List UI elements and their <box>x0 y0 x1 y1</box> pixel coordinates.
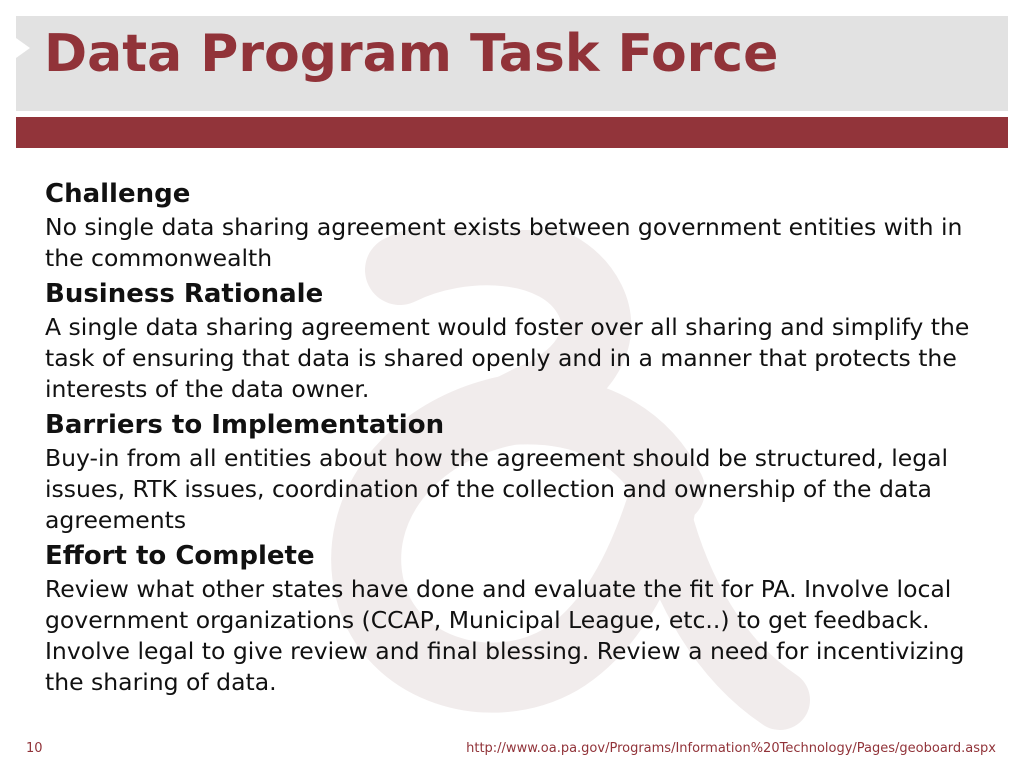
slide-content <box>45 176 995 700</box>
section-heading: Barriers to Implementation <box>45 410 445 440</box>
page-number: 10 <box>26 741 43 756</box>
section-body: No single data sharing agreement exists between government entities with in the commonwealth <box>45 213 963 272</box>
section-heading: Challenge <box>45 179 191 209</box>
section-body: Review what other states have done and evaluate the fit for PA. Involve local government organizations (CCAP, Municipal League, etc..) to get feedback. Involve legal to give review and final blessing. Review a need for incentivizing the sharing of data. <box>45 575 965 696</box>
source-url-link[interactable]: http://www.oa.pa.gov/Programs/Information%20Technology/Pages/geoboard.aspx <box>466 741 996 756</box>
section-heading: Business Rationale <box>45 279 324 309</box>
section-challenge <box>45 176 995 274</box>
slide-title: Data Program Task Force <box>44 24 779 84</box>
section-effort <box>45 538 995 698</box>
section-body: A single data sharing agreement would foster over all sharing and simplify the task of ensuring that data is shared openly and in a manner that protects the interests of the data owner. <box>45 313 970 403</box>
title-notch-decoration <box>16 38 30 58</box>
accent-bar <box>16 117 1008 148</box>
section-business-rationale <box>45 276 995 405</box>
section-barriers <box>45 407 995 536</box>
section-heading: Effort to Complete <box>45 541 315 571</box>
section-body: Buy-in from all entities about how the agreement should be structured, legal issues, RTK issues, coordination of the collection and ownership of the data agreements <box>45 444 949 534</box>
